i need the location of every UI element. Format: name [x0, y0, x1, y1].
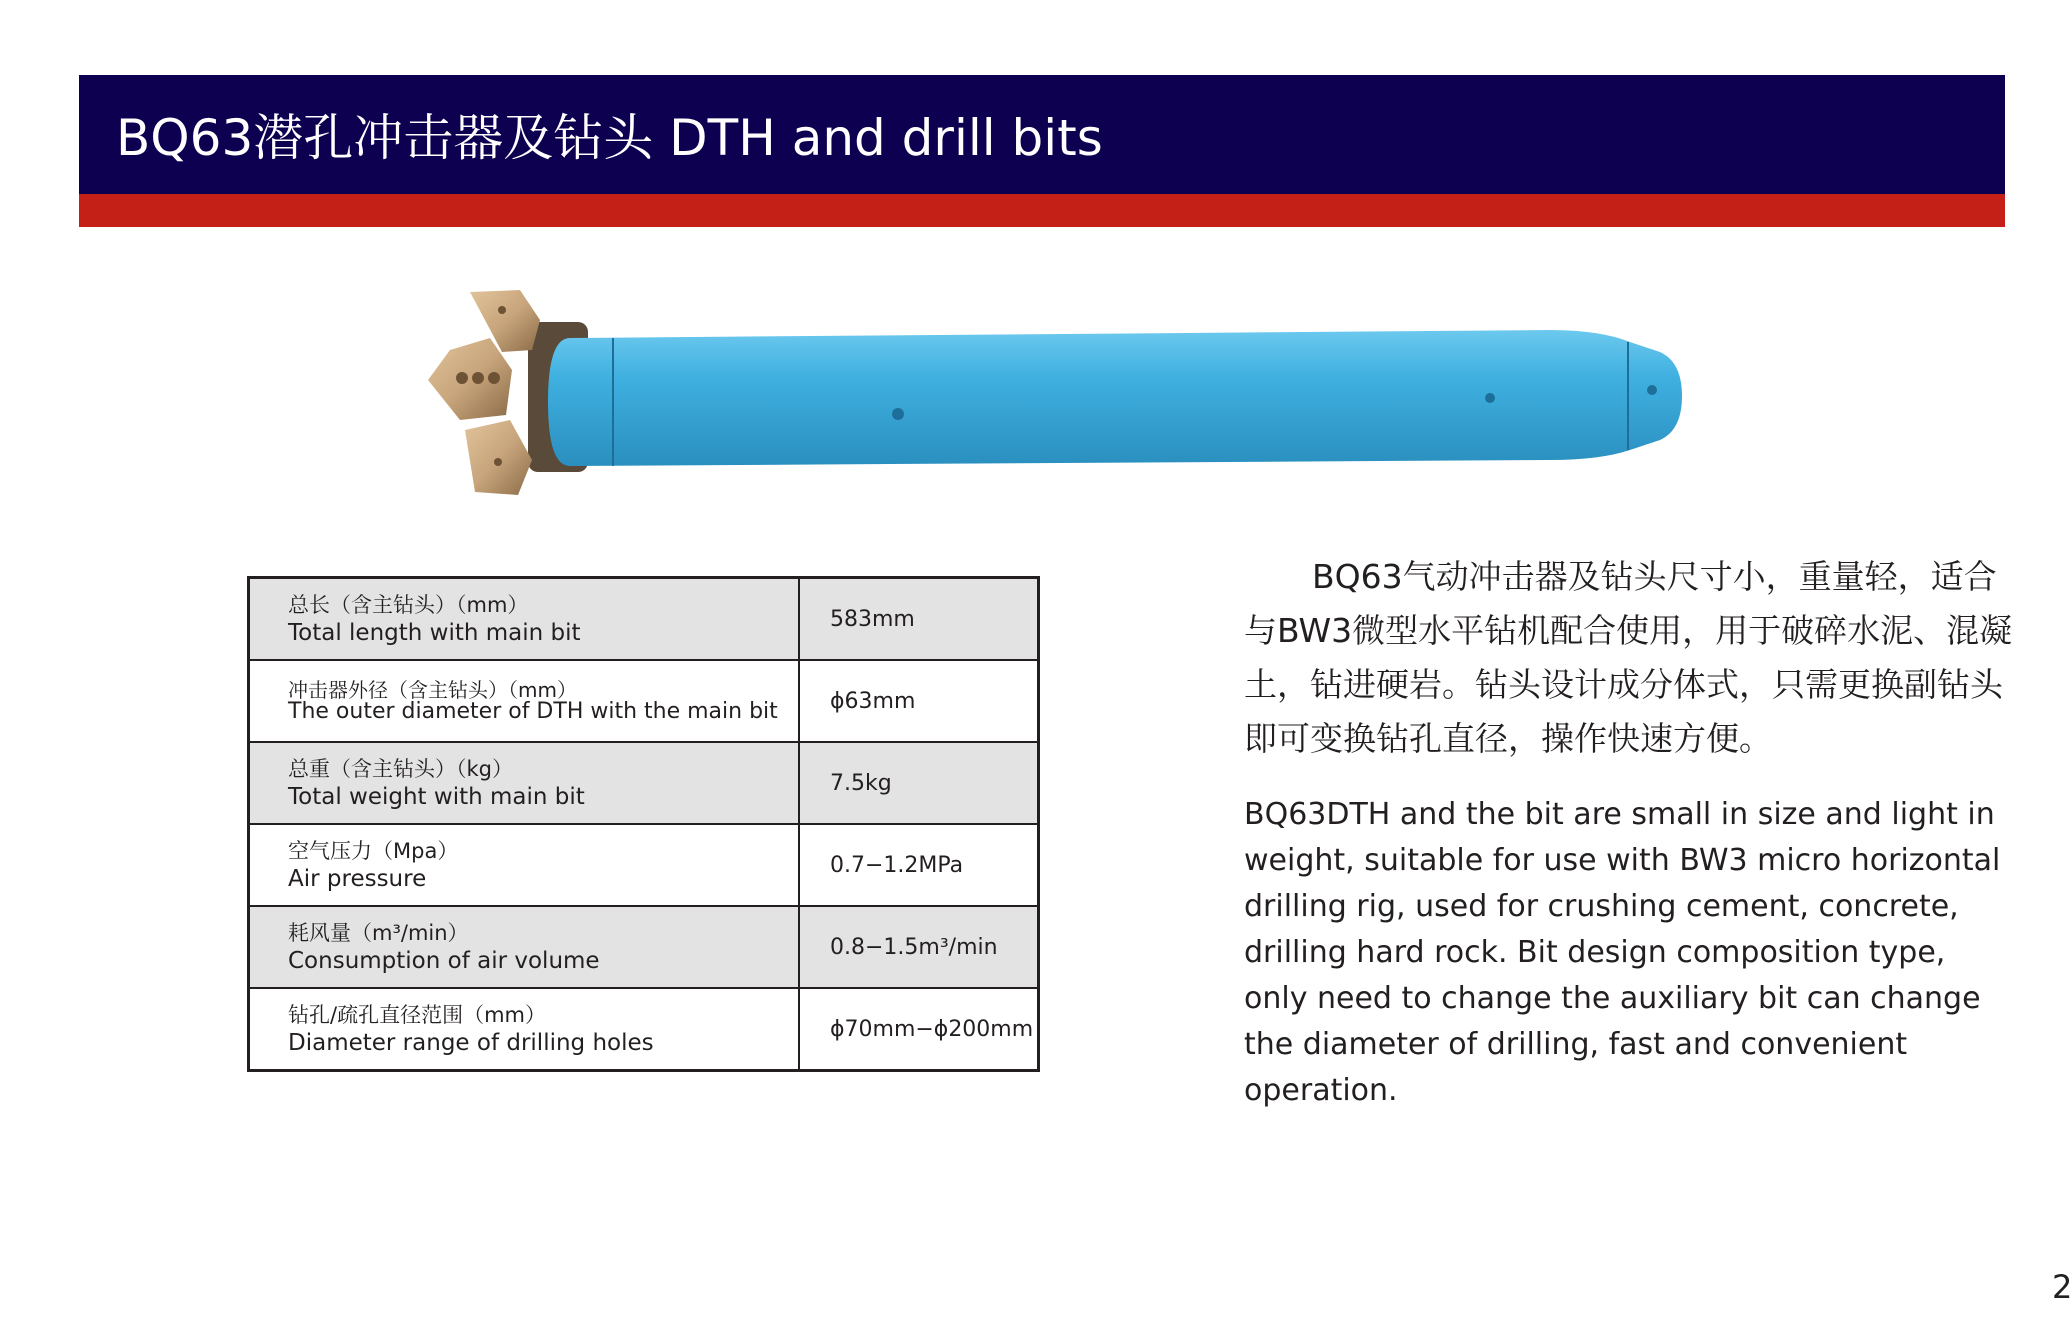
spec-label-en: Air pressure: [288, 866, 427, 892]
spec-label-zh: 冲击器外径（含主钻头）（mm）: [288, 678, 577, 702]
spec-value: 0.8−1.5m³/min: [799, 906, 1039, 988]
dth-hammer-image: [420, 280, 1720, 510]
spec-label-zh: 总长（含主钻头）（mm）: [288, 593, 529, 617]
table-row: [249, 578, 1039, 661]
table-row: [249, 906, 1039, 988]
spec-label: [249, 578, 800, 661]
spec-table: [247, 576, 1040, 1072]
description-zh: BQ63气动冲击器及钻头尺寸小，重量轻，适合与BW3微型水平钻机配合使用，用于破碎水泥、混凝土，钻进硬岩。钻头设计成分体式，只需更换副钻头即可变换钻孔直径，操作快速方便。: [1244, 557, 2013, 758]
page-title: BQ63潜孔冲击器及钻头 DTH and drill bits: [116, 109, 1103, 167]
spec-label-zh: 总重（含主钻头）（kg）: [288, 757, 513, 781]
table-row: [249, 660, 1039, 742]
page-number: 2: [2052, 1268, 2072, 1306]
spec-label-zh: 耗风量（m³/min）: [288, 921, 469, 945]
spec-value: ɸ63mm: [799, 660, 1039, 742]
spec-label-en: Total weight with main bit: [288, 784, 585, 810]
spec-label-zh: 钻孔/疏孔直径范围（mm）: [288, 1003, 546, 1027]
spec-label: [249, 660, 800, 742]
spec-label-en: Diameter range of drilling holes: [288, 1030, 654, 1056]
header-stripe: [79, 194, 2005, 227]
spec-value: ɸ70mm−ɸ200mm: [799, 988, 1039, 1071]
spec-label: [249, 742, 800, 824]
page-header: [79, 75, 2005, 194]
spec-label-en: Total length with main bit: [288, 620, 581, 646]
spec-label-en: The outer diameter of DTH with the main bit: [288, 699, 778, 724]
table-row: [249, 742, 1039, 824]
table-row: [249, 824, 1039, 906]
spec-label: [249, 988, 800, 1071]
spec-label-zh: 空气压力（Mpa）: [288, 839, 459, 863]
spec-value: 583mm: [799, 578, 1039, 661]
spec-value: 7.5kg: [799, 742, 1039, 824]
spec-label: [249, 824, 800, 906]
hammer-body: [548, 330, 1682, 466]
spec-label-en: Consumption of air volume: [288, 948, 600, 974]
description-en: BQ63DTH and the bit are small in size and light in weight, suitable for use with BW3 micro horizontal drilling rig, used for crushing cement, concrete, drilling hard rock. Bit design composition type, only need to change the auxiliary bit can change the diameter of drilling, fast and convenient operation.: [1244, 797, 2001, 1108]
table-row: [249, 988, 1039, 1071]
spec-label: [249, 906, 800, 988]
spec-value: 0.7−1.2MPa: [799, 824, 1039, 906]
